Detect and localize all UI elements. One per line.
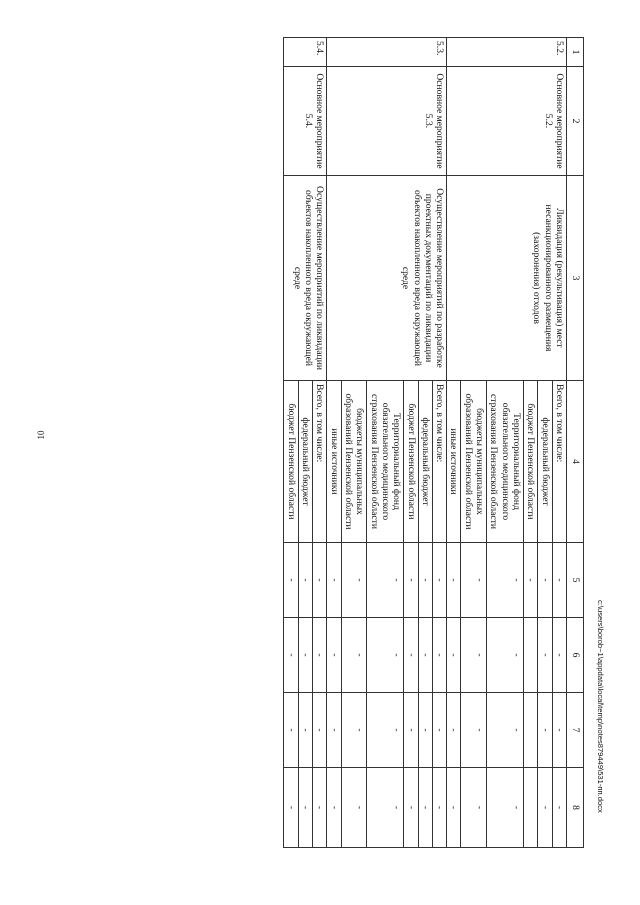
funding-value: - — [313, 768, 327, 848]
measure-kind: Основное мероприятие 5.3. — [327, 67, 447, 176]
funding-value: - — [524, 543, 538, 618]
funding-value: - — [404, 543, 418, 618]
row-number: 5.2. — [447, 38, 567, 67]
table-body — [284, 38, 567, 848]
table-row — [552, 38, 566, 848]
header-cell: 3 — [567, 176, 584, 381]
header-cell: 6 — [567, 618, 584, 693]
row-number: 5.3. — [327, 38, 447, 67]
measure-title: Ликвидация (рекультивация) мест несанкционированного размещения (захоронения) отходов — [447, 176, 567, 381]
funding-source: Территориальный фонд обязательного медицинского страхования Пензенской области — [487, 381, 524, 543]
funding-value: - — [327, 543, 341, 618]
funding-value: - — [367, 693, 404, 768]
funding-value: - — [418, 543, 432, 618]
funding-value: - — [404, 693, 418, 768]
header-cell: 2 — [567, 67, 584, 176]
funding-value: - — [418, 693, 432, 768]
funding-value: - — [461, 693, 487, 768]
funding-value: - — [327, 618, 341, 693]
row-number: 5.4. — [284, 38, 327, 67]
funding-value: - — [461, 768, 487, 848]
header-cell: 1 — [567, 38, 584, 67]
header-cell: 7 — [567, 693, 584, 768]
funding-value: - — [538, 693, 552, 768]
funding-value: - — [327, 768, 341, 848]
header-cell: 8 — [567, 768, 584, 848]
funding-source: федеральный бюджет — [538, 381, 552, 543]
funding-value — [524, 618, 538, 693]
funding-source: иные источники — [327, 381, 341, 543]
funding-value: - — [461, 618, 487, 693]
funding-value: - — [432, 618, 446, 693]
funding-value: - — [538, 618, 552, 693]
funding-value: - — [487, 693, 524, 768]
funding-value: - — [432, 543, 446, 618]
funding-value: - — [341, 543, 367, 618]
page-number: 10 — [36, 430, 46, 440]
funding-value: - — [418, 768, 432, 848]
funding-source: федеральный бюджет — [298, 381, 312, 543]
funding-value: - — [404, 618, 418, 693]
funding-value: - — [367, 543, 404, 618]
funding-value: - — [404, 768, 418, 848]
table-container — [89, 37, 584, 847]
table-header-row — [567, 38, 584, 848]
funding-value: - — [313, 693, 327, 768]
file-path-footer: c:\users\borob~1\appdata\local\temp\notes879449\531-пп.docx — [596, 600, 605, 813]
funding-value: - — [298, 693, 312, 768]
program-table — [283, 37, 584, 848]
funding-source: иные источники — [447, 381, 461, 543]
funding-value: - — [298, 543, 312, 618]
funding-value: - — [538, 768, 552, 848]
funding-source: Территориальный фонд обязательного медицинского страхования Пензенской области — [367, 381, 404, 543]
table-row — [432, 38, 446, 848]
funding-source: федеральный бюджет — [418, 381, 432, 543]
funding-source: Всего, в том числе: — [552, 381, 566, 543]
funding-value: - — [367, 768, 404, 848]
table-row — [313, 38, 327, 848]
funding-value: - — [447, 543, 461, 618]
funding-value — [524, 693, 538, 768]
measure-title: Осуществление мероприятий по разработке проектных документаций по ликвидации объектов накопленного вреда окружающей среде — [327, 176, 447, 381]
funding-value: - — [284, 543, 298, 618]
funding-value: - — [487, 618, 524, 693]
funding-source: бюджеты муниципальных образований Пензенской области — [341, 381, 367, 543]
funding-value — [524, 768, 538, 848]
funding-value: - — [284, 768, 298, 848]
funding-value: - — [313, 543, 327, 618]
funding-source: Всего, в том числе: — [313, 381, 327, 543]
funding-value: - — [313, 618, 327, 693]
funding-value: - — [447, 768, 461, 848]
funding-source: бюджет Пензенской области — [404, 381, 418, 543]
funding-value: - — [284, 693, 298, 768]
funding-value: - — [432, 768, 446, 848]
funding-value: - — [298, 618, 312, 693]
funding-source: Всего, в том числе: — [432, 381, 446, 543]
funding-value: - — [341, 618, 367, 693]
measure-title: Осуществление мероприятий по ликвидации объектов накопленного вреда окружающей среде — [284, 176, 327, 381]
rotated-page — [89, 37, 584, 847]
funding-value: - — [341, 768, 367, 848]
funding-value: - — [367, 618, 404, 693]
funding-value: - — [447, 693, 461, 768]
header-cell: 5 — [567, 543, 584, 618]
funding-value: - — [487, 768, 524, 848]
funding-value: - — [341, 693, 367, 768]
funding-value: - — [327, 693, 341, 768]
funding-value: - — [552, 618, 566, 693]
funding-source: бюджет Пензенской области — [284, 381, 298, 543]
funding-value: - — [552, 768, 566, 848]
funding-value: - — [418, 618, 432, 693]
measure-kind: Основное мероприятие 5.2. — [447, 67, 567, 176]
funding-value: - — [447, 618, 461, 693]
funding-source: бюджет Пензенской области — [524, 381, 538, 543]
funding-value: - — [552, 693, 566, 768]
funding-value: - — [284, 618, 298, 693]
funding-value: - — [432, 693, 446, 768]
funding-value: - — [552, 543, 566, 618]
funding-value: - — [538, 543, 552, 618]
measure-kind: Основное мероприятие 5.4. — [284, 67, 327, 176]
funding-value: - — [487, 543, 524, 618]
funding-value: - — [298, 768, 312, 848]
header-cell: 4 — [567, 381, 584, 543]
funding-source: бюджеты муниципальных образований Пензенской области — [461, 381, 487, 543]
funding-value: - — [461, 543, 487, 618]
